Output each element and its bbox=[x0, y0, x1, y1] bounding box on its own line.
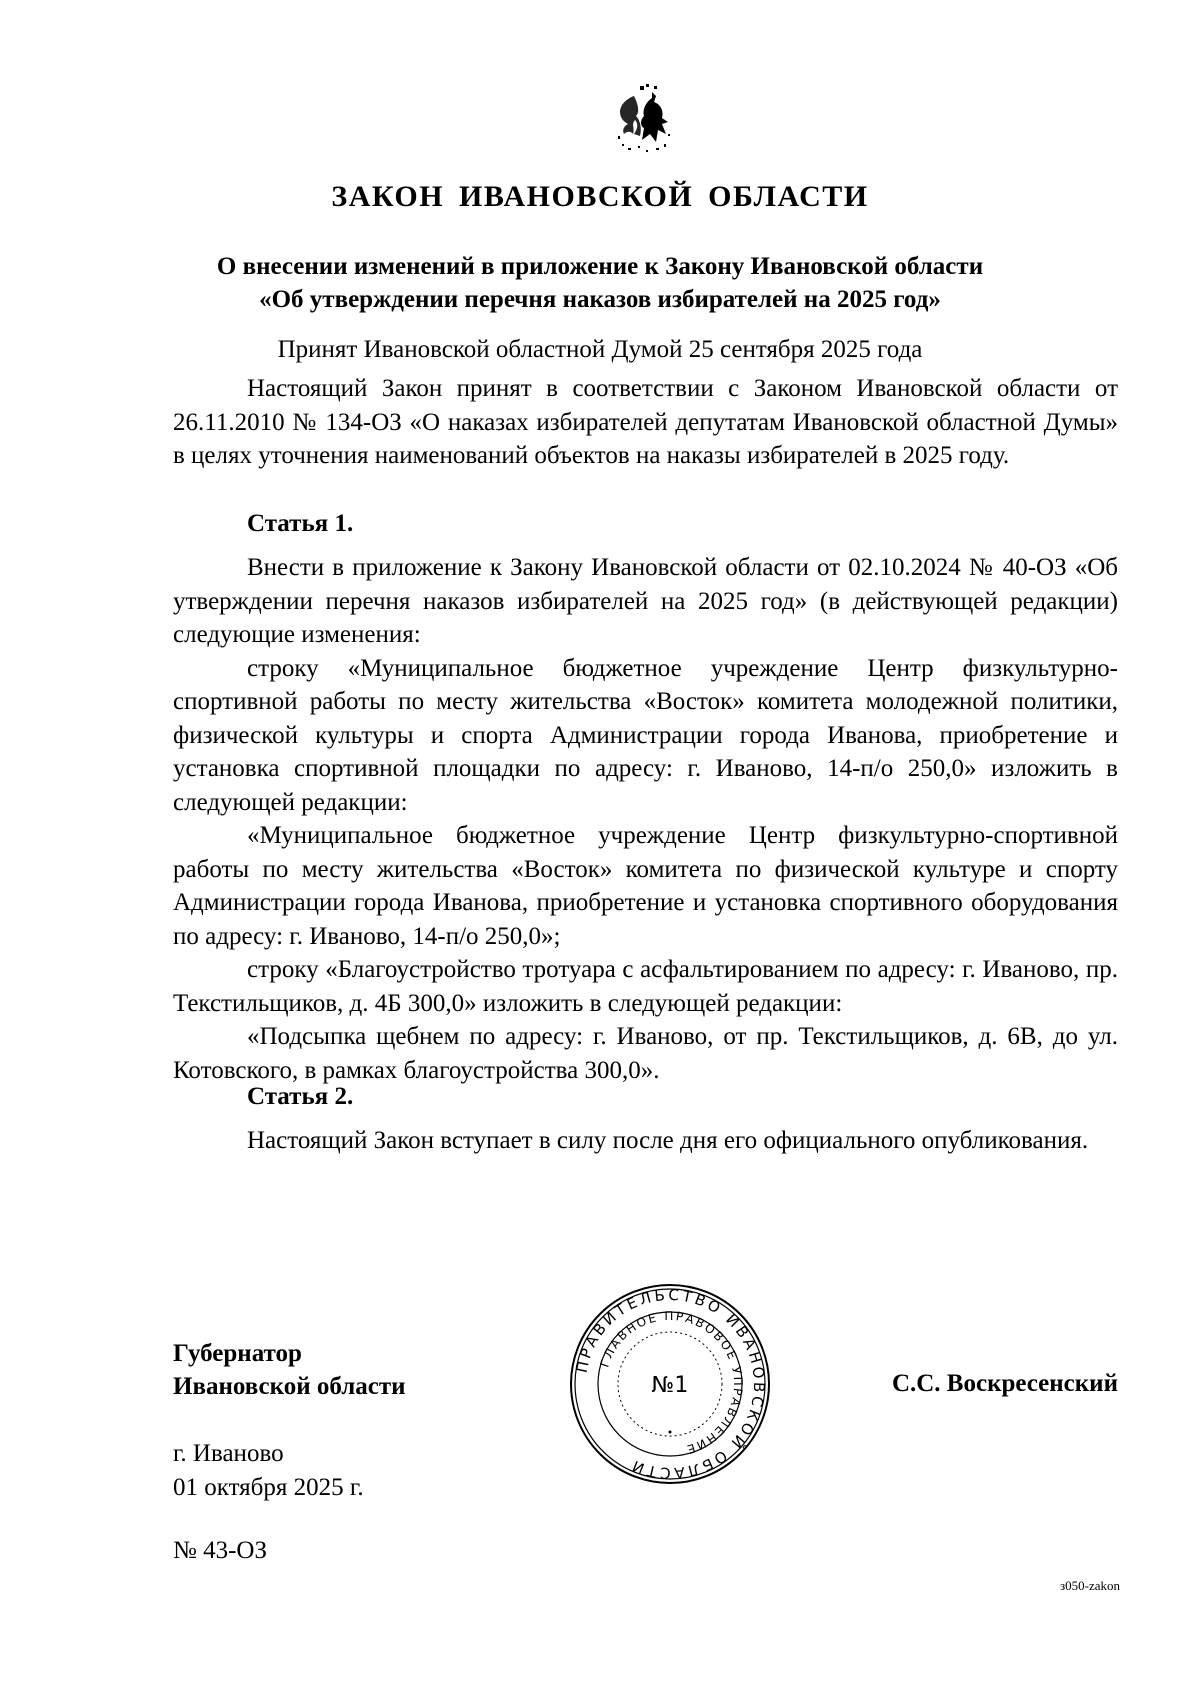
signatory-name: С.С. Воскресенский bbox=[891, 1370, 1118, 1397]
seal-inner-text: ГЛАВНОЕ ПРАВОВОЕ УПРАВЛЕНИЕ bbox=[597, 1308, 746, 1457]
signing-date: 01 октября 2025 г. bbox=[173, 1474, 364, 1501]
preamble-block bbox=[173, 372, 1118, 473]
law-number: № 43-ОЗ bbox=[173, 1537, 268, 1564]
coat-of-arms-icon bbox=[594, 78, 690, 174]
article-1-paragraph: строку «Муниципальное бюджетное учреждение Центр физкультурно-спортивной работы по месту жительства «Восток» комитета молодежной политики, физической культуры и спорта Администрации города Иванова, приобретение и установка спортивной площадки по адресу: г. Иваново, 14-п/о 250,0» изложить в следующей редакции: bbox=[173, 654, 1118, 816]
article-2-body bbox=[173, 1124, 1118, 1158]
article-1-paragraph: Внести в приложение к Закону Ивановской области от 02.10.2024 № 40-ОЗ «Об утверждении перечня наказов избирателей на 2025 год» (в действующей редакции) следующие изменения: bbox=[173, 554, 1118, 648]
law-subtitle bbox=[0, 250, 1200, 316]
article-2-paragraph: Настоящий Закон вступает в силу после дня его официального опубликования. bbox=[247, 1127, 1089, 1154]
place-and-date bbox=[173, 1437, 364, 1505]
article-1-heading: Статья 1. bbox=[247, 510, 354, 537]
document-reference: з050-zakon bbox=[1059, 1578, 1120, 1593]
article-1-paragraph: строку «Благоустройство тротуара с асфальтированием по адресу: г. Иваново, пр. Текстильщиков, д. 4Б 300,0» изложить в следующей редакции: bbox=[173, 956, 1118, 1017]
preamble-paragraph: Настоящий Закон принят в соответствии с Законом Ивановской области от 26.11.2010 № 134-ОЗ «О наказах избирателей депутатам Ивановской областной Думы» в целях уточнения наименований объектов на наказы избирателей в 2025 году. bbox=[173, 375, 1118, 469]
city: г. Иваново bbox=[173, 1440, 284, 1467]
seal-outer-text: ПРАВИТЕЛЬСТВО ИВАНОВСКОЙ ОБЛАСТИ bbox=[572, 1285, 769, 1483]
signatory-title-line-1: Губернатор bbox=[173, 1340, 302, 1367]
subtitle-line-2: «Об утверждении перечня наказов избирателей на 2025 год» bbox=[259, 286, 941, 313]
subtitle-line-1: О внесении изменений в приложение к Закону Ивановской области bbox=[216, 253, 984, 280]
signatory-title-line-2: Ивановской области bbox=[173, 1373, 406, 1400]
article-1-paragraph: «Муниципальное бюджетное учреждение Центр физкультурно-спортивной работы по месту жительства «Восток» комитета по физической культуре и спорту Администрации города Иванова, приобретение и установка спортивного оборудования по адресу: г. Иваново, 14-п/о 250,0»; bbox=[173, 822, 1118, 950]
law-title: ЗАКОН ИВАНОВСКОЙ ОБЛАСТИ bbox=[331, 180, 869, 213]
article-1-paragraph: «Подсыпка щебнем по адресу: г. Иваново, от пр. Текстильщиков, д. 6В, до ул. Котовского, в рамках благоустройства 300,0». bbox=[173, 1023, 1118, 1084]
article-1-body bbox=[173, 551, 1118, 1087]
article-2-heading: Статья 2. bbox=[247, 1083, 354, 1110]
adoption-note: Принят Ивановской областной Думой 25 сентября 2025 года bbox=[277, 336, 923, 363]
official-seal bbox=[568, 1282, 772, 1486]
signatory-title bbox=[173, 1337, 406, 1403]
seal-number: №1 bbox=[651, 1373, 689, 1398]
